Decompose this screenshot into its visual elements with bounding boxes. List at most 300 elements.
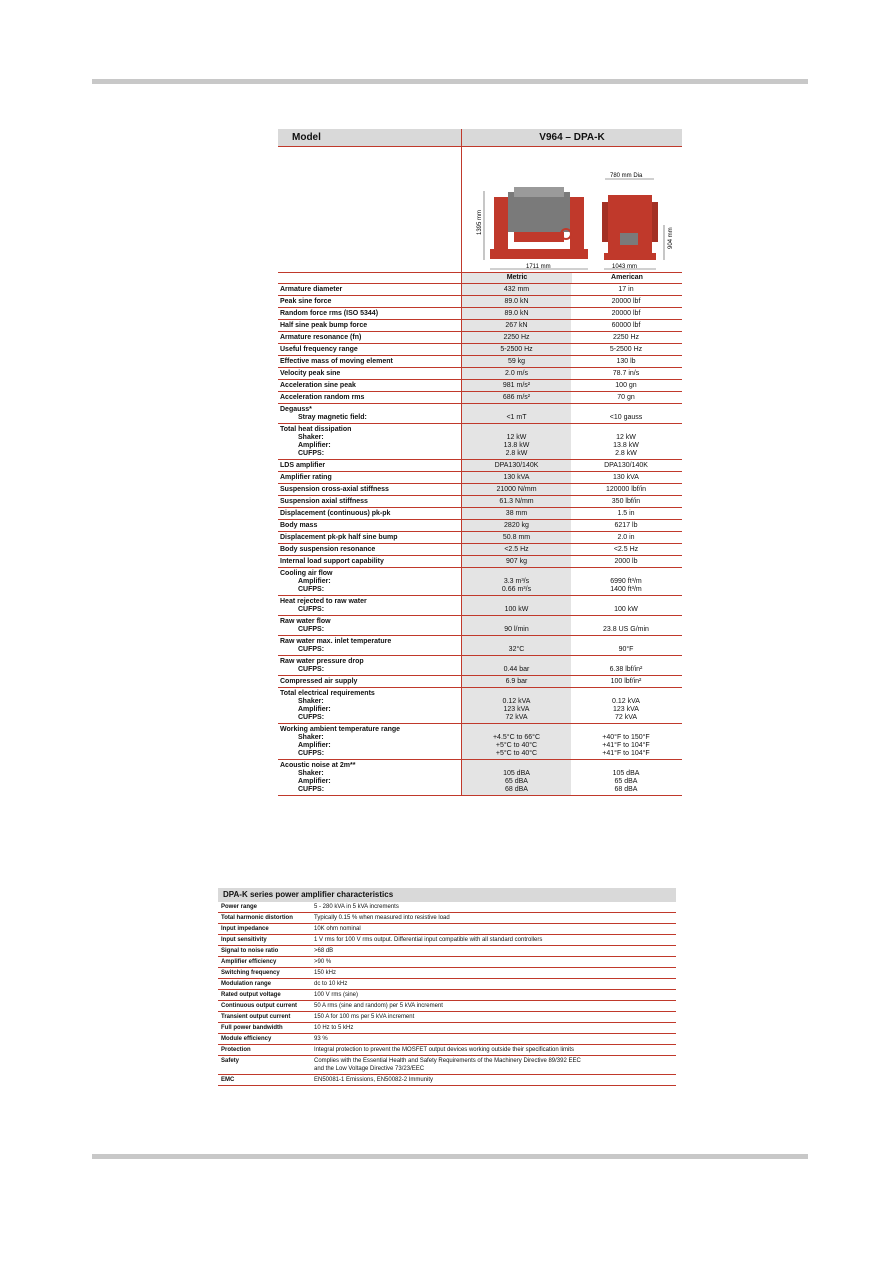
spec-row [278,472,682,484]
metric-value-cell [461,568,571,595]
spec-row-label-cell [278,676,461,687]
metric-value: +4.5°C to 66°C [492,734,541,741]
american-value: 23.8 US G/min [603,626,649,633]
spec-row [278,424,682,460]
spec-row [278,404,682,424]
spec-row [278,532,682,544]
amplifier-table [218,888,676,1086]
metric-value: 6.9 bar [505,678,528,685]
amplifier-row-label: Transient output current [221,1014,291,1020]
metric-value: 3.3 m³/s [503,578,530,585]
spec-row-label: Raw water flow [280,618,331,625]
amplifier-row [218,1012,676,1023]
american-value-cell [571,656,681,675]
american-value: 6990 ft³/m [610,578,642,585]
american-value: 1.5 in [617,510,635,517]
amplifier-row [218,1045,676,1056]
american-value: 78.7 in/s [612,370,640,377]
amplifier-row-value-cell [314,1056,676,1074]
amplifier-row [218,990,676,1001]
spec-row [278,284,682,296]
spec-row-label: Armature resonance (fn) [280,334,362,341]
spec-row-label-cell [278,296,461,307]
metric-value: 0.12 kVA [502,698,531,705]
shaker-illustration [462,147,682,272]
spec-row [278,616,682,636]
american-value: 100 kW [614,606,638,613]
amplifier-row-value-cell [314,1034,676,1044]
amplifier-row [218,979,676,990]
spec-row-sublabel: Amplifier: [298,706,331,713]
metric-value-cell [461,392,571,403]
american-value-cell [571,556,681,567]
spec-row-label-cell [278,616,461,635]
american-value: +41°F to 104°F [602,750,650,757]
american-value-cell [571,520,681,531]
metric-value: <2.5 Hz [504,546,529,553]
spec-row [278,392,682,404]
metric-value-cell [461,656,571,675]
spec-row [278,596,682,616]
spec-row-sublabel: Amplifier: [298,442,331,449]
spec-row-label: Amplifier rating [280,474,332,481]
amplifier-row-label: Safety [221,1058,240,1064]
american-value: 13.8 kW [613,442,639,449]
american-value: 1400 ft³/m [610,586,642,593]
metric-value: 130 kVA [503,474,530,481]
amplifier-row-label: Input sensitivity [221,937,267,943]
amplifier-row-value: Integral protection to prevent the MOSFET output devices working outside their specification limits [314,1047,575,1053]
metric-value-cell [461,484,571,495]
metric-value-cell [461,508,571,519]
height-dim-label: 1395 mm [477,209,483,235]
amplifier-row [218,1056,676,1075]
metric-value-cell [461,344,571,355]
amplifier-row-label: Input impedance [221,926,269,932]
spec-row [278,520,682,532]
american-value: 20000 lbf [611,298,641,305]
spec-row [278,496,682,508]
metric-value: 2250 Hz [503,334,530,341]
spec-row [278,460,682,472]
american-value-cell [571,296,681,307]
metric-value-cell [461,616,571,635]
amplifier-row-value-cell [314,902,676,912]
trunnion-dim-label: 904 mm [668,227,674,249]
metric-value: 0.66 m³/s [501,586,532,593]
spec-row-label-cell [278,556,461,567]
amplifier-row-label: Continuous output current [221,1003,297,1009]
spec-row-label-cell [278,380,461,391]
spec-row-label-cell [278,392,461,403]
metric-value: 89.0 kN [504,310,529,317]
amplifier-row-label: Switching frequency [221,970,280,976]
metric-value: 267 kN [505,322,528,329]
metric-value: 907 kg [505,558,528,565]
amplifier-row-label: Total harmonic distortion [221,915,293,921]
american-value-cell [571,724,681,759]
metric-value-cell [461,520,571,531]
amplifier-table-title: DPA-K series power amplifier characteristics [218,888,676,902]
metric-value: +5°C to 40°C [495,750,538,757]
amplifier-rows [218,902,676,1086]
spec-row-sublabel: Amplifier: [298,578,331,585]
spec-row-label-cell [278,508,461,519]
amplifier-row-label: Rated output voltage [221,992,281,998]
american-value-cell [571,760,681,795]
spec-row-label: Displacement pk-pk half sine bump [280,534,398,541]
american-value: 2250 Hz [612,334,640,341]
spec-row-label-cell [278,472,461,483]
american-value-cell [571,284,681,295]
spec-row [278,508,682,520]
spec-row-sublabel: CUFPS: [298,626,325,633]
metric-value: 59 kg [507,358,526,365]
amplifier-row [218,1023,676,1034]
american-value: 20000 lbf [611,310,641,317]
american-value-cell [571,356,681,367]
amplifier-row-value-cell [314,979,676,989]
spec-row-sublabel: Shaker: [298,698,324,705]
spec-row-sublabel: CUFPS: [298,666,325,673]
american-value: 90°F [618,646,634,653]
american-value-cell [571,484,681,495]
spec-row [278,568,682,596]
american-value-cell [571,636,681,655]
spec-row-sublabel: Stray magnetic field: [298,414,367,421]
american-value: 120000 lbf/in [605,486,647,493]
unit-header-row [278,273,682,284]
spec-row-label: Velocity peak sine [280,370,341,377]
amplifier-row-value: 93 % [314,1036,328,1042]
american-value: <2.5 Hz [613,546,639,553]
metric-value-cell [461,356,571,367]
metric-value: 72 kVA [505,714,528,721]
amplifier-row [218,902,676,913]
drawing-row [278,147,682,273]
metric-value: 686 m/s² [502,394,531,401]
amplifier-row-value: 10 Hz to 5 kHz [314,1025,354,1031]
metric-value: 21000 N/mm [496,486,537,493]
spec-row-label: Raw water pressure drop [280,658,364,665]
amplifier-row-value: 1 V rms for 100 V rms output. Differential input compatible with all standard controllers [314,937,543,943]
metric-value-cell [461,676,571,687]
american-value: 350 lbf/in [611,498,641,505]
model-value: V964 – DPA-K [461,129,682,146]
spec-row-label: Displacement (continuous) pk-pk [280,510,391,517]
spec-row-label-cell [278,356,461,367]
american-value: 17 in [618,286,634,293]
spec-row-label: Body mass [280,522,318,529]
metric-value: 123 kVA [503,706,530,713]
american-value-cell [571,380,681,391]
metric-value-cell [461,636,571,655]
metric-value: 105 dBA [503,770,530,777]
metric-value-cell [461,596,571,615]
american-value-cell [571,320,681,331]
spec-row-label: Compressed air supply [280,678,358,685]
american-value: +41°F to 104°F [602,742,650,749]
spec-row-label-cell [278,484,461,495]
metric-value-cell [461,760,571,795]
amplifier-row [218,946,676,957]
metric-value: 61.3 N/mm [499,498,534,505]
amplifier-row [218,913,676,924]
amplifier-row [218,1075,676,1086]
metric-value: 0.44 bar [503,666,530,673]
metric-header: Metric [461,273,572,283]
metric-value: +5°C to 40°C [495,742,538,749]
spec-row-label-cell [278,688,461,723]
american-value: 100 lbf/in² [610,678,642,685]
amplifier-row-value-cell [314,1023,676,1033]
american-value-cell [571,368,681,379]
metric-value: 12 kW [506,434,527,441]
spec-row-sublabel: CUFPS: [298,450,325,457]
metric-value-cell [461,724,571,759]
amplifier-row-value-cell [314,990,676,1000]
amplifier-row-label: Amplifier efficiency [221,959,277,965]
spec-row-label-cell [278,656,461,675]
metric-value-cell [461,556,571,567]
spec-row [278,636,682,656]
metric-value-cell [461,544,571,555]
metric-value: 65 dBA [505,778,528,785]
amplifier-row-value: 150 A for 100 ms per 5 kVA increment [314,1014,415,1020]
metric-value: 90 l/min [504,626,529,633]
spec-row-sublabel: CUFPS: [298,646,325,653]
american-value-cell [571,404,681,423]
spec-row-sublabel: Amplifier: [298,742,331,749]
spec-row [278,688,682,724]
amplifier-row-value: Complies with the Essential Health and Safety Requirements of the Machinery Directive 89/392 EEC [314,1058,581,1064]
american-value: 2000 lb [614,558,638,565]
amplifier-row-value: EN50081-1 Emissions, EN50082-2 Immunity [314,1077,434,1083]
metric-value-cell [461,368,571,379]
metric-value: 2820 kg [504,522,529,529]
american-value: 65 dBA [614,778,638,785]
spec-row-label-cell [278,544,461,555]
american-value-cell [571,496,681,507]
spec-row-label: Total electrical requirements [280,690,375,697]
american-value-cell [571,688,681,723]
spec-table [278,129,682,796]
amplifier-row-value-cell [314,913,676,923]
spec-row-sublabel: Amplifier: [298,778,331,785]
model-label: Model [292,132,321,143]
amplifier-row [218,924,676,935]
spec-row-label-cell [278,404,461,423]
metric-value-cell [461,496,571,507]
metric-value: <1 mT [506,414,527,421]
amplifier-row-label: Module efficiency [221,1036,272,1042]
spec-row-sublabel: CUFPS: [298,606,325,613]
spec-row-sublabel: Shaker: [298,734,324,741]
spec-row-label: Acceleration random rms [280,394,365,401]
american-value: 6.38 lbf/in² [609,666,643,673]
spec-row-label: Effective mass of moving element [280,358,393,365]
spec-row-label: Working ambient temperature range [280,726,401,733]
amplifier-row-value-cell [314,1075,676,1085]
spec-row [278,676,682,688]
spec-row-sublabel: CUFPS: [298,750,325,757]
american-value: 68 dBA [614,786,638,793]
spec-row [278,356,682,368]
spec-row-label-cell [278,568,461,595]
amplifier-row [218,1001,676,1012]
spec-row-label: Useful frequency range [280,346,358,353]
spec-row-label: Suspension cross-axial stiffness [280,486,389,493]
amplifier-row-value: 100 V rms (sine) [314,992,359,998]
depth-dim-label: 1043 mm [612,264,638,270]
amplifier-row-value-cell [314,924,676,934]
metric-value-cell [461,332,571,343]
amplifier-row-value: and the Low Voltage Directive 73/23/EEC [314,1066,425,1072]
american-value-cell [571,460,681,471]
amplifier-row [218,1034,676,1045]
amplifier-row-label: Protection [221,1047,251,1053]
spec-row-label-cell [278,532,461,543]
spec-row [278,724,682,760]
amplifier-row-value: dc to 10 kHz [314,981,348,987]
metric-value: 432 mm [503,286,530,293]
american-value: 70 gn [617,394,635,401]
spec-row [278,368,682,380]
metric-value-cell [461,404,571,423]
metric-value-cell [461,472,571,483]
american-value: 12 kW [616,434,636,441]
american-value: 2.8 kW [615,450,637,457]
american-value-cell [571,596,681,615]
american-value: 5-2500 Hz [609,346,643,353]
metric-value: 5-2500 Hz [500,346,533,353]
amplifier-row [218,957,676,968]
american-value: 72 kVA [614,714,638,721]
metric-value-cell [461,296,571,307]
american-value: 60000 lbf [611,322,641,329]
amplifier-row-label: Full power bandwidth [221,1025,283,1031]
amplifier-row-value-cell [314,1001,676,1011]
width-dim-label: 1711 mm [526,264,551,270]
spec-row-sublabel: CUFPS: [298,586,325,593]
spec-row-label-cell [278,596,461,615]
spec-row-label-cell [278,344,461,355]
amplifier-row-value-cell [314,946,676,956]
american-value-cell [571,532,681,543]
spec-row-sublabel: CUFPS: [298,714,325,721]
american-value-cell [571,308,681,319]
spec-rows [278,284,682,796]
metric-value: 100 kW [504,606,529,613]
spec-row-label: Degauss* [280,406,312,413]
american-value-cell [571,676,681,687]
american-value-cell [571,424,681,459]
american-value-cell [571,568,681,595]
spec-row [278,380,682,392]
spec-row-label: Peak sine force [280,298,332,305]
spec-row [278,296,682,308]
american-value-cell [571,508,681,519]
american-value: 105 dBA [612,770,640,777]
metric-value: 32°C [508,646,525,653]
spec-row [278,656,682,676]
amplifier-row-value: >68 dB [314,948,334,954]
spec-row [278,308,682,320]
spec-row [278,556,682,568]
metric-value-cell [461,460,571,471]
spec-row-label-cell [278,460,461,471]
spec-row-label: Suspension axial stiffness [280,498,368,505]
spec-row-label-cell [278,368,461,379]
spec-row-label-cell [278,320,461,331]
amplifier-row [218,935,676,946]
spec-row-label-cell [278,332,461,343]
metric-value-cell [461,688,571,723]
spec-row-sublabel: Shaker: [298,434,324,441]
american-value-cell [571,332,681,343]
amplifier-row-value-cell [314,935,676,945]
metric-value: 2.0 m/s [505,370,528,377]
american-value-cell [571,616,681,635]
metric-value: DPA130/140K [494,462,539,469]
amplifier-row-label: EMC [221,1077,235,1083]
spec-row-label-cell [278,308,461,319]
spec-row-label: Half sine peak bump force [280,322,368,329]
spec-row-label-cell [278,520,461,531]
dia-dim-label: 780 mm Dia [610,173,643,179]
metric-value-cell [461,320,571,331]
spec-row-label-cell [278,724,461,759]
spec-row-label-cell [278,496,461,507]
metric-value: 2.8 kW [505,450,528,457]
amplifier-row-label: Modulation range [221,981,271,987]
bottom-rule [92,1154,808,1159]
spec-row-label: Body suspension resonance [280,546,376,553]
spec-row-label-cell [278,636,461,655]
american-value: +40°F to 150°F [602,734,650,741]
metric-value: 68 dBA [505,786,528,793]
metric-value: 89.0 kN [504,298,529,305]
american-value: 130 lb [616,358,636,365]
shaker-drawing [461,147,682,272]
american-header: American [611,274,643,281]
metric-value-cell [461,532,571,543]
amplifier-row-label: Power range [221,904,258,910]
american-value: 2.0 in [617,534,635,541]
spec-row [278,332,682,344]
american-value: 0.12 kVA [612,698,640,705]
american-value: 123 kVA [613,706,639,713]
spec-row [278,320,682,332]
american-value-cell [571,472,681,483]
spec-header-row [278,129,682,147]
amplifier-row-value-cell [314,1012,676,1022]
metric-value-cell [461,380,571,391]
amplifier-row-value-cell [314,968,676,978]
amplifier-row-value-cell [314,1045,676,1055]
spec-row-label: Armature diameter [280,286,343,293]
spec-row [278,344,682,356]
american-value: <10 gauss [609,414,643,421]
spec-row-label-cell [278,284,461,295]
amplifier-row-value-cell [314,957,676,967]
metric-value: 981 m/s² [502,382,531,389]
amplifier-row-value: >90 % [314,959,332,965]
spec-row-label: Total heat dissipation [280,426,352,433]
metric-value-cell [461,284,571,295]
spec-row [278,760,682,796]
spec-row-label-cell [278,760,461,795]
